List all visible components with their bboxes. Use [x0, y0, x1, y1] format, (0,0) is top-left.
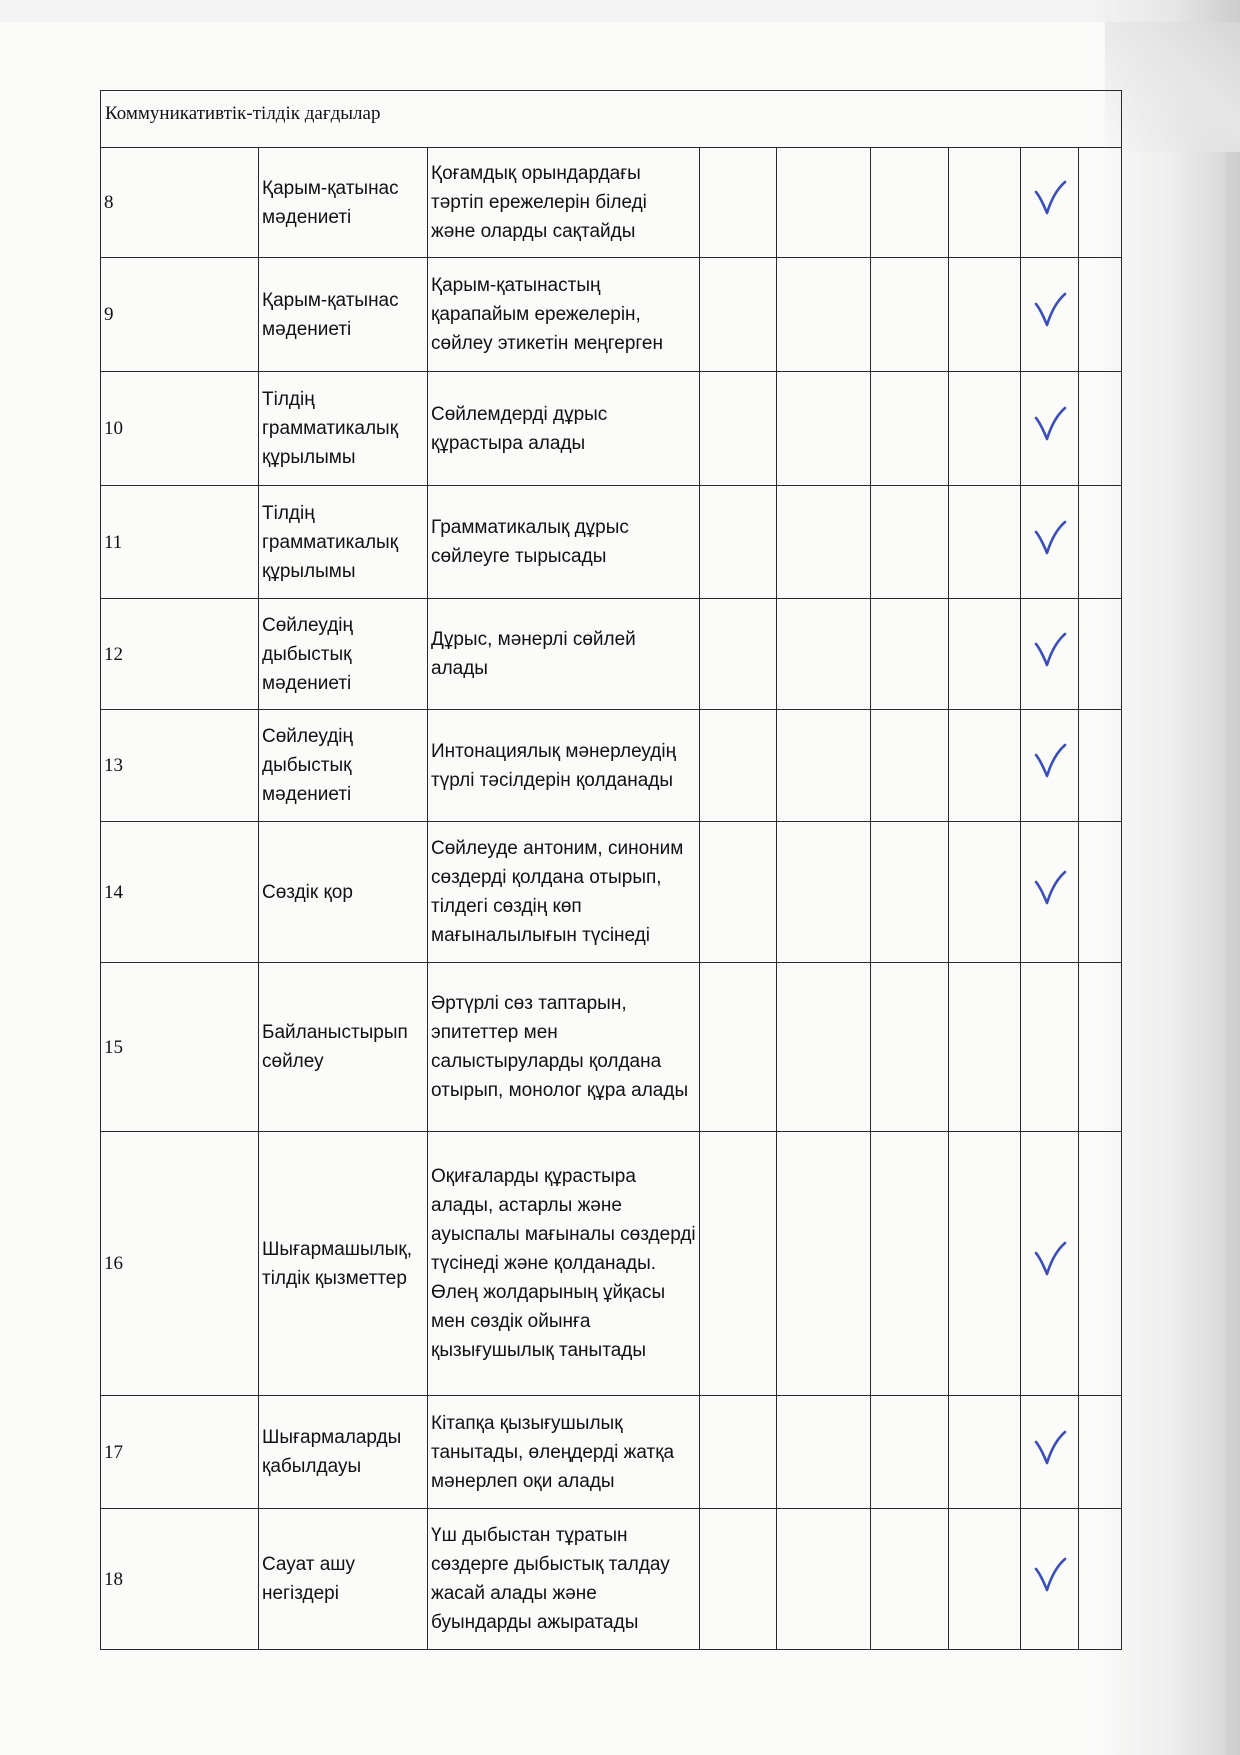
assessment-cell: [949, 148, 1021, 258]
checkmark-icon: [1033, 406, 1067, 442]
assessment-cell: [949, 258, 1021, 372]
assessment-cell: [1079, 1132, 1122, 1396]
row-number: 14: [101, 822, 259, 963]
assessment-cell: [700, 1396, 777, 1509]
assessment-cell: [1079, 258, 1122, 372]
table-row: [101, 258, 1122, 372]
row-number: 8: [101, 148, 259, 258]
table-row: [101, 1396, 1122, 1509]
row-number: 10: [101, 372, 259, 486]
assessment-cell: [700, 599, 777, 710]
assessment-cell: [949, 1132, 1021, 1396]
skill-area: Қарым-қатынас мәдениеті: [259, 148, 428, 258]
assessment-table: [100, 90, 1122, 1650]
assessment-cell: [949, 486, 1021, 599]
skill-area: Тілдің грамматикалық құрылымы: [259, 486, 428, 599]
assessment-cell: [1021, 1396, 1079, 1509]
assessment-cell: [871, 372, 949, 486]
assessment-cell: [1021, 963, 1079, 1132]
assessment-cell: [777, 1509, 871, 1650]
assessment-cell: [1021, 486, 1079, 599]
row-number: 15: [101, 963, 259, 1132]
skill-area: Сөйлеудің дыбыстық мәдениеті: [259, 710, 428, 822]
table-row: [101, 372, 1122, 486]
assessment-cell: [871, 486, 949, 599]
assessment-cell: [949, 710, 1021, 822]
checkmark-icon: [1033, 1241, 1067, 1277]
row-number: 11: [101, 486, 259, 599]
skill-description: Грамматикалық дұрыс сөйлеуге тырысады: [428, 486, 700, 599]
section-header-row: [101, 91, 1122, 148]
skill-area: Тілдің грамматикалық құрылымы: [259, 372, 428, 486]
assessment-cell: [871, 822, 949, 963]
assessment-cell: [1079, 599, 1122, 710]
assessment-cell: [1021, 258, 1079, 372]
assessment-cell: [871, 1396, 949, 1509]
assessment-cell: [777, 710, 871, 822]
assessment-cell: [777, 1396, 871, 1509]
skill-description: Сөйлеуде антоним, синоним сөздерді қолдана отырып, тілдегі сөздің көп мағыналылығын түсінеді: [428, 822, 700, 963]
assessment-cell: [949, 1396, 1021, 1509]
skill-description: Әртүрлі сөз таптарын, эпитеттер мен салыстыруларды қолдана отырып, монолог құра алады: [428, 963, 700, 1132]
assessment-cell: [871, 710, 949, 822]
skill-description: Оқиғаларды құрастыра алады, астарлы және ауыспалы мағыналы сөздерді түсінеді және қолданады. Өлең жолдарының ұйқасы мен сөздік ойынға қызығушылық танытады: [428, 1132, 700, 1396]
skill-area: Сөздік қор: [259, 822, 428, 963]
assessment-cell: [777, 148, 871, 258]
table-row: [101, 148, 1122, 258]
assessment-cell: [777, 822, 871, 963]
skill-area: Шығармаларды қабылдауы: [259, 1396, 428, 1509]
row-number: 13: [101, 710, 259, 822]
skill-area: Қарым-қатынас мәдениеті: [259, 258, 428, 372]
assessment-cell: [1021, 1132, 1079, 1396]
skill-description: Интонациялық мәнерлеудің түрлі тәсілдерін қолданады: [428, 710, 700, 822]
assessment-cell: [1021, 148, 1079, 258]
assessment-cell: [700, 822, 777, 963]
assessment-cell: [871, 1509, 949, 1650]
assessment-cell: [871, 148, 949, 258]
assessment-cell: [1021, 710, 1079, 822]
checkmark-icon: [1033, 292, 1067, 328]
assessment-cell: [700, 372, 777, 486]
assessment-cell: [700, 1132, 777, 1396]
skill-area: Сауат ашу негіздері: [259, 1509, 428, 1650]
skill-description: Кітапқа қызығушылық танытады, өлеңдерді жатқа мәнерлеп оқи алады: [428, 1396, 700, 1509]
row-number: 18: [101, 1509, 259, 1650]
table-row: [101, 963, 1122, 1132]
assessment-cell: [1079, 1509, 1122, 1650]
assessment-cell: [777, 599, 871, 710]
assessment-cell: [1079, 486, 1122, 599]
skill-description: Қарым-қатынастың қарапайым ережелерін, сөйлеу этикетін меңгерген: [428, 258, 700, 372]
assessment-cell: [949, 963, 1021, 1132]
table-row: [101, 822, 1122, 963]
assessment-cell: [1079, 148, 1122, 258]
assessment-cell: [949, 599, 1021, 710]
row-number: 9: [101, 258, 259, 372]
assessment-table-container: [100, 90, 1121, 1650]
assessment-cell: [777, 963, 871, 1132]
checkmark-icon: [1033, 870, 1067, 906]
skill-area: Шығармашылық, тілдік қызметтер: [259, 1132, 428, 1396]
assessment-cell: [1021, 1509, 1079, 1650]
skill-area: Сөйлеудің дыбыстық мәдениеті: [259, 599, 428, 710]
checkmark-icon: [1033, 520, 1067, 556]
assessment-cell: [949, 1509, 1021, 1650]
row-number: 17: [101, 1396, 259, 1509]
assessment-cell: [700, 486, 777, 599]
skill-description: Қоғамдық орындардағы тәртіп ережелерін біледі және оларды сақтайды: [428, 148, 700, 258]
assessment-cell: [871, 599, 949, 710]
assessment-cell: [700, 258, 777, 372]
assessment-cell: [871, 963, 949, 1132]
assessment-cell: [700, 963, 777, 1132]
assessment-cell: [1079, 1396, 1122, 1509]
assessment-cell: [777, 1132, 871, 1396]
checkmark-icon: [1033, 632, 1067, 668]
table-row: [101, 1132, 1122, 1396]
assessment-cell: [949, 822, 1021, 963]
checkmark-icon: [1033, 1557, 1067, 1593]
skill-description: Үш дыбыстан тұратын сөздерге дыбыстық талдау жасай алады және буындарды ажыратады: [428, 1509, 700, 1650]
checkmark-icon: [1033, 743, 1067, 779]
assessment-cell: [777, 258, 871, 372]
assessment-cell: [1021, 822, 1079, 963]
assessment-cell: [1079, 963, 1122, 1132]
table-row: [101, 486, 1122, 599]
assessment-cell: [777, 486, 871, 599]
assessment-cell: [1079, 372, 1122, 486]
table-row: [101, 1509, 1122, 1650]
skill-description: Дұрыс, мәнерлі сөйлей алады: [428, 599, 700, 710]
assessment-cell: [777, 372, 871, 486]
assessment-cell: [700, 1509, 777, 1650]
assessment-cell: [1021, 599, 1079, 710]
row-number: 12: [101, 599, 259, 710]
checkmark-icon: [1033, 1430, 1067, 1466]
assessment-cell: [1079, 710, 1122, 822]
row-number: 16: [101, 1132, 259, 1396]
skill-area: Байланыстырып сөйлеу: [259, 963, 428, 1132]
assessment-cell: [949, 372, 1021, 486]
section-title: Коммуникативтік-тілдік дағдылар: [101, 91, 1122, 148]
checkmark-icon: [1033, 180, 1067, 216]
table-row: [101, 599, 1122, 710]
assessment-cell: [700, 148, 777, 258]
assessment-cell: [700, 710, 777, 822]
table-row: [101, 710, 1122, 822]
assessment-cell: [871, 258, 949, 372]
assessment-cell: [871, 1132, 949, 1396]
assessment-cell: [1021, 372, 1079, 486]
assessment-cell: [1079, 822, 1122, 963]
skill-description: Сөйлемдерді дұрыс құрастыра алады: [428, 372, 700, 486]
